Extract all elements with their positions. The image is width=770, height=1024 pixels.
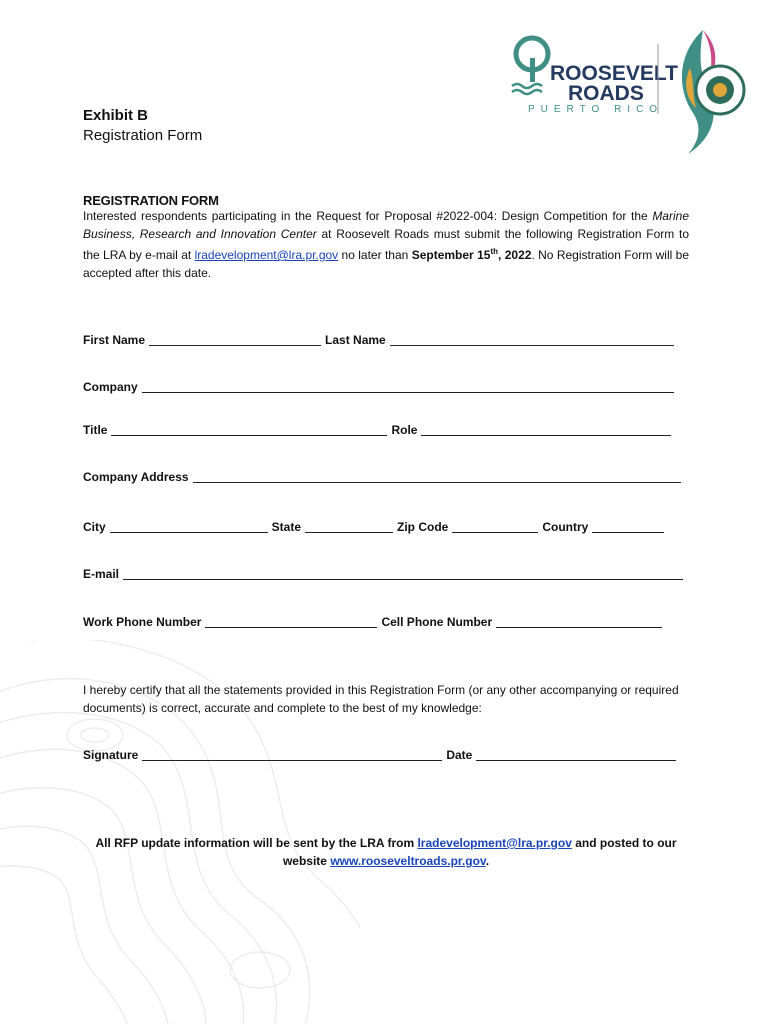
logo-roosevelt: ROOSEVELT xyxy=(550,62,678,85)
logo-graphic xyxy=(508,28,758,156)
intro-project-name: Marine Business, Research and Innovation Center xyxy=(83,209,689,241)
city-row xyxy=(83,520,689,534)
title-role-row xyxy=(83,423,689,437)
first-name-label: First Name xyxy=(83,333,146,347)
state-field[interactable] xyxy=(305,522,393,533)
zip-field[interactable] xyxy=(452,522,538,533)
role-label: Role xyxy=(391,423,418,437)
roosevelt-roads-logo xyxy=(508,28,758,156)
registration-heading: REGISTRATION FORM xyxy=(83,193,219,208)
city-label: City xyxy=(83,520,106,534)
cell-phone-label: Cell Phone Number xyxy=(381,615,493,629)
date-field[interactable] xyxy=(476,750,676,761)
title-label: Title xyxy=(83,423,108,437)
page-subtitle: Registration Form xyxy=(83,127,203,144)
cell-phone-field[interactable] xyxy=(496,617,662,628)
company-address-field[interactable] xyxy=(193,472,681,483)
signature-label: Signature xyxy=(83,748,139,762)
footer-text-2: and posted to our website xyxy=(282,836,677,868)
intro-deadline: September 15th, 2022 xyxy=(411,247,532,262)
intro-text-1: Interested respondents participating in the Request for Proposal #2022-004: Design Competition for the xyxy=(83,209,653,223)
logo-puerto-rico: PUERTO RICO xyxy=(528,104,664,115)
footer-email-link[interactable]: lradevelopment@lra.pr.gov xyxy=(417,836,572,850)
city-field[interactable] xyxy=(110,522,268,533)
intro-text-4: . No Registration Form will be accepted after this date. xyxy=(83,248,689,280)
role-field[interactable] xyxy=(421,425,671,436)
intro-paragraph xyxy=(83,208,689,282)
company-row xyxy=(83,380,689,394)
email-field[interactable] xyxy=(123,569,683,580)
date-label: Date xyxy=(446,748,473,762)
footer-text-1: All RFP update information will be sent by the LRA from xyxy=(95,836,418,850)
last-name-label: Last Name xyxy=(325,333,386,347)
company-label: Company xyxy=(83,380,138,394)
zip-label: Zip Code xyxy=(397,520,449,534)
name-row xyxy=(83,333,689,347)
address-row xyxy=(83,470,689,484)
logo-roads: ROADS xyxy=(568,82,644,105)
email-label: E-mail xyxy=(83,567,120,581)
footer-note xyxy=(83,834,689,870)
signature-field[interactable] xyxy=(142,750,442,761)
signature-row xyxy=(83,748,689,762)
exhibit-title: Exhibit B xyxy=(83,107,149,124)
certification-text: I hereby certify that all the statements provided in this Registration Form (or any other accompanying or required documents) is correct, accurate and complete to the best of my knowledge: xyxy=(83,683,679,715)
company-address-label: Company Address xyxy=(83,470,189,484)
country-field[interactable] xyxy=(592,522,664,533)
title-field[interactable] xyxy=(111,425,387,436)
intro-text-3: no later than xyxy=(338,248,412,262)
state-label: State xyxy=(271,520,302,534)
company-field[interactable] xyxy=(142,382,674,393)
first-name-field[interactable] xyxy=(149,335,321,346)
intro-text-2: at Roosevelt Roads must submit the following Registration Form to the LRA by e-mail at xyxy=(83,226,689,262)
email-row xyxy=(83,567,689,581)
country-label: Country xyxy=(542,520,589,534)
footer-text-3: . xyxy=(485,854,490,868)
last-name-field[interactable] xyxy=(390,335,674,346)
work-phone-field[interactable] xyxy=(205,617,377,628)
footer-website-link[interactable]: www.rooseveltroads.pr.gov xyxy=(330,854,486,868)
intro-email-link[interactable]: lradevelopment@lra.pr.gov xyxy=(194,248,339,262)
work-phone-label: Work Phone Number xyxy=(83,615,202,629)
phone-row xyxy=(83,615,689,629)
